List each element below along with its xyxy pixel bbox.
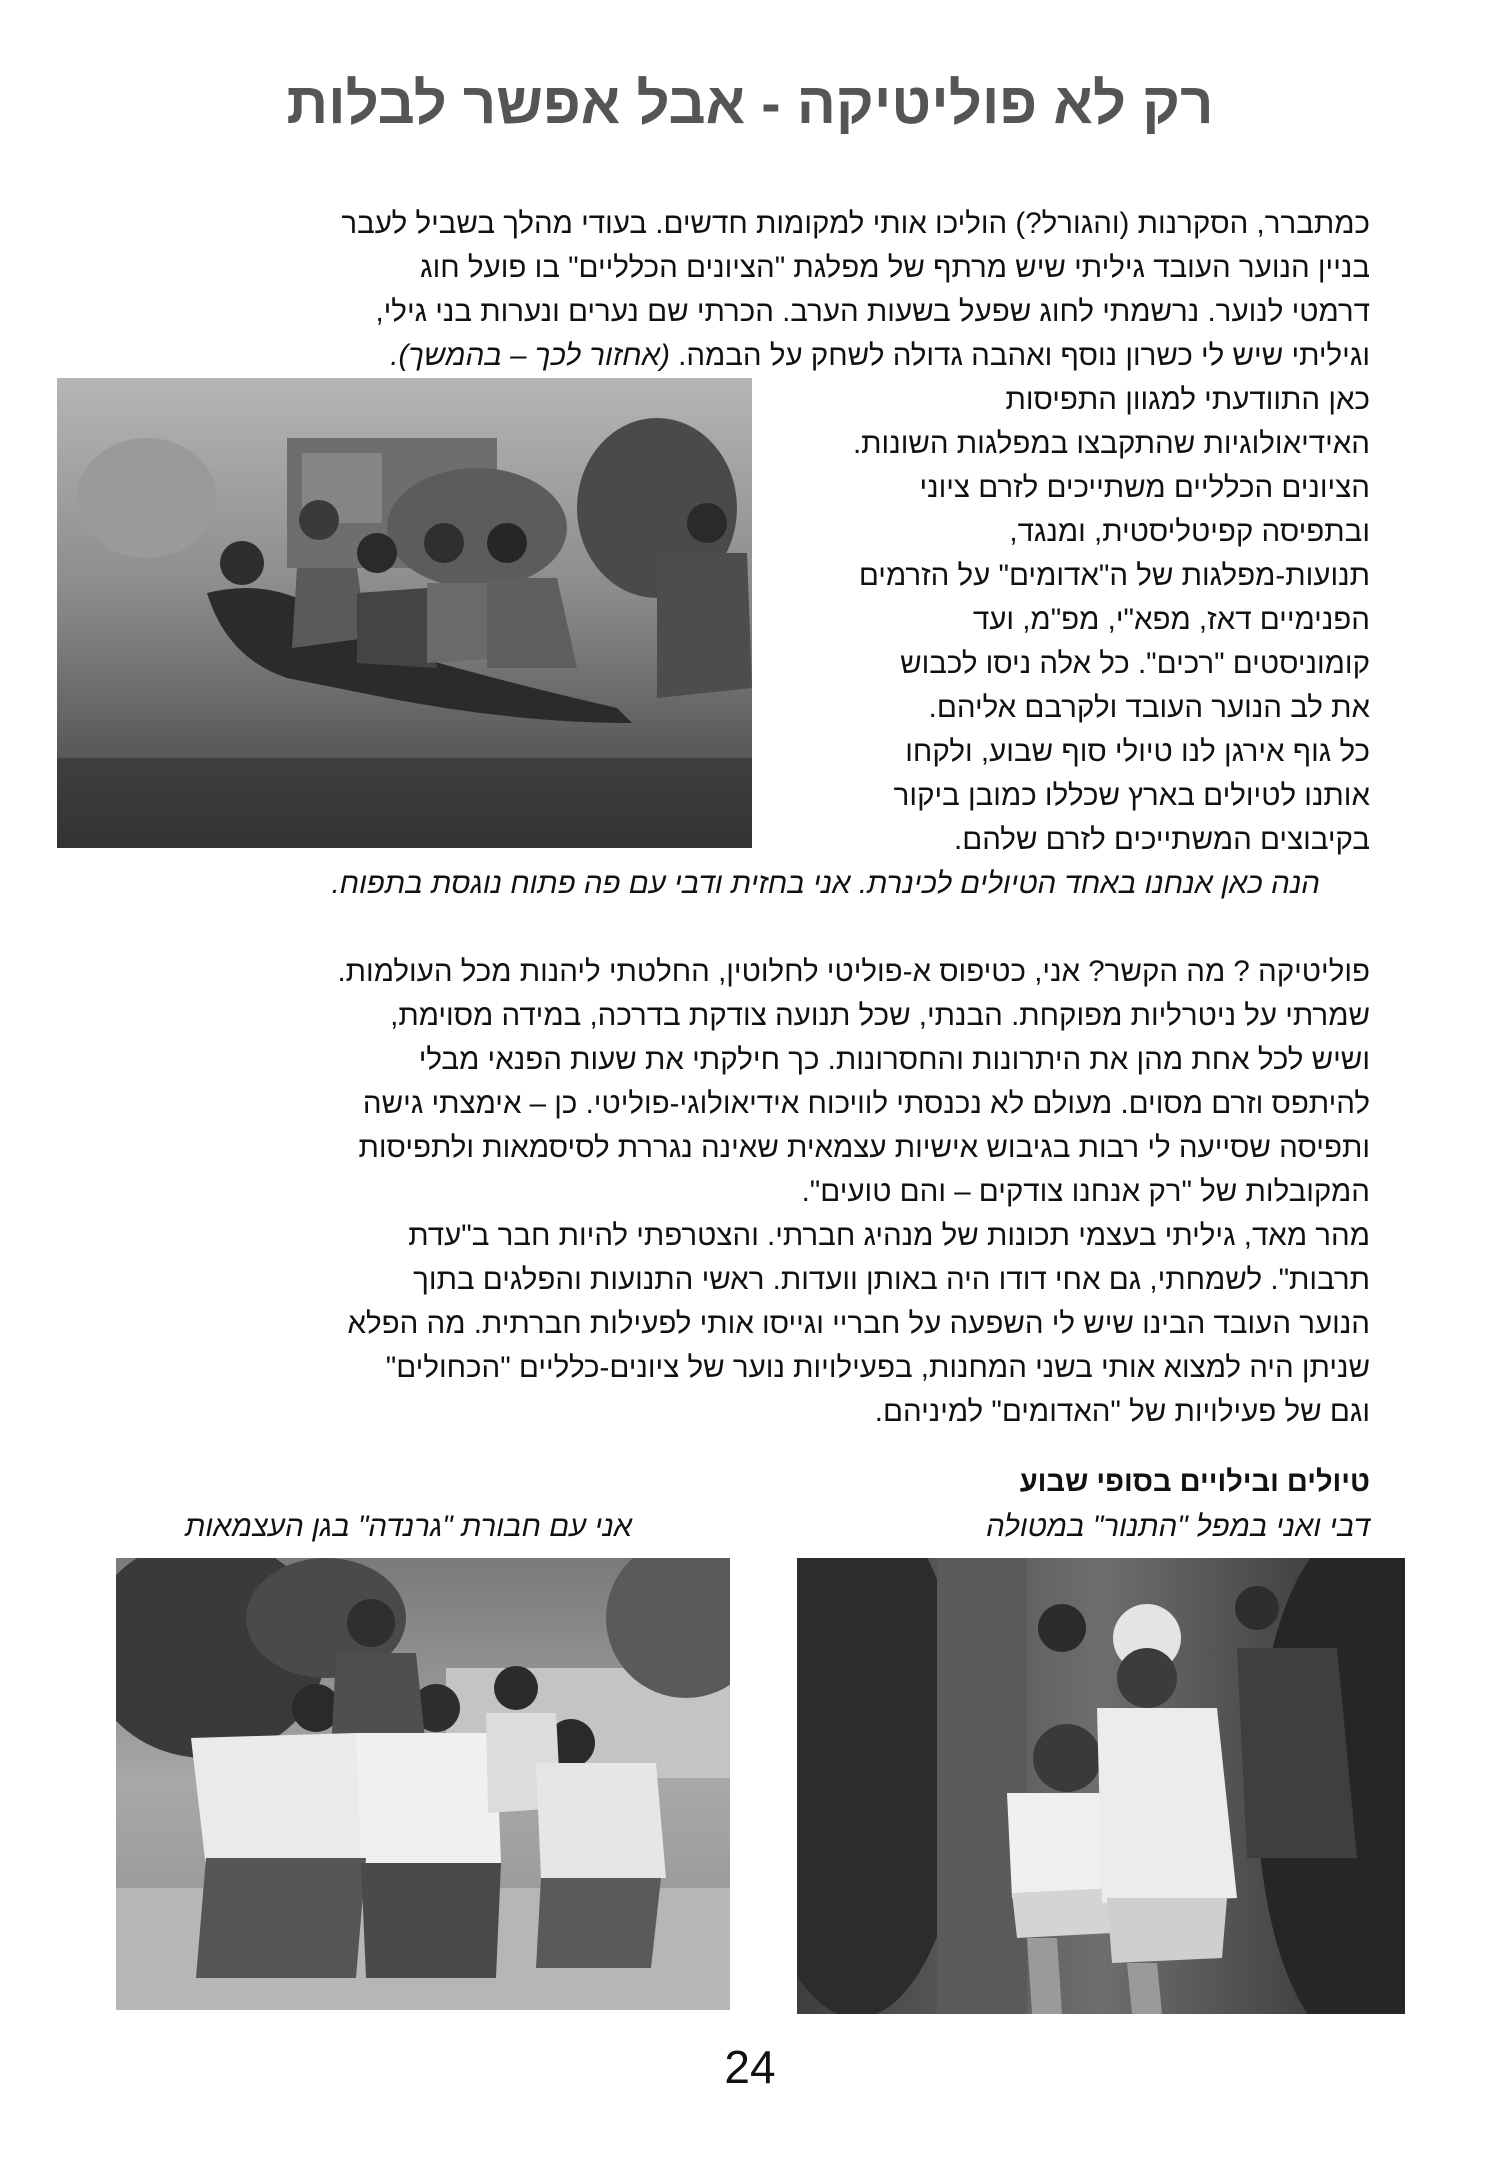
- photo-kinneret-trip: [57, 378, 752, 848]
- page-title: רק לא פוליטיקה - אבל אפשר לבלות: [286, 71, 1214, 136]
- text-line: כאן התוודעתי למגוון התפיסות: [1005, 383, 1370, 416]
- text-line: מהר מאד, גיליתי בעצמי תכונות של מנהיג חברתי. והצטרפתי להיות חבר ב"עדת: [408, 1219, 1370, 1252]
- text-line: שניתן היה למצוא אותי בשני המחנות, בפעילויות נוער של ציונים-כלליים "הכחולים": [385, 1351, 1370, 1384]
- text-line-main: וגיליתי שיש לי כשרון נוסף ואהבה גדולה לשחק על הבמה.: [669, 339, 1370, 372]
- intro-paragraph: [130, 202, 1370, 378]
- photo-caption-kinneret: הנה כאן אנחנו באחד הטיולים לכינרת. אני בחזית ודבי עם פה פתוח נוגסת בתפוח.: [331, 867, 1320, 900]
- text-line: אותנו לטיולים בארץ שכללו כמובן ביקור: [893, 779, 1370, 812]
- photo-kinneret-trip-image: [57, 378, 752, 848]
- text-line: הנוער העובד הבינו שיש לי השפעה על חבריי וגייסו אותי לפעילות חברתית. מה הפלא: [347, 1307, 1370, 1340]
- text-line: ותפיסה שסייעה לי רבות בגיבוש אישיות עצמאית שאינה נגררת לסיסמאות ולתפיסות: [358, 1131, 1370, 1164]
- section-heading: טיולים ובילויים בסופי שבוע: [1019, 1466, 1370, 1498]
- beside-photo-paragraph: [810, 378, 1370, 862]
- text-line: הציונים הכלליים משתייכים לזרם ציוני: [919, 471, 1370, 504]
- text-line: ובתפיסה קפיטליסטית, ומנגד,: [1009, 515, 1370, 548]
- text-line: להיתפס וזרם מסוים. מעולם לא נכנסתי לוויכוח אידיאולוגי-פוליטי. כן – אימצתי גישה: [362, 1087, 1370, 1120]
- text-line: תרבות". לשמחתי, גם אחי דודו היה באותן וועדות. ראשי התנועות והפלגים בתוך: [413, 1263, 1370, 1296]
- text-line: בניין הנוער העובד גיליתי שיש מרתף של מפלגת "הציונים הכלליים" בו פועל חוג: [420, 251, 1370, 284]
- text-line: בקיבוצים המשתייכים לזרם שלהם.: [954, 823, 1370, 856]
- text-line: שמרתי על ניטרליות מפוקחת. הבנתי, שכל תנועה צודקת בדרכה, במידה מסוימת,: [390, 999, 1370, 1032]
- page-number: 24: [724, 2041, 776, 2093]
- text-line: את לב הנוער העובד ולקרבם אליהם.: [928, 691, 1370, 724]
- text-line: המקובלות של "רק אנחנו צודקים – והם טועים".: [801, 1175, 1370, 1208]
- text-line: ושיש לכל אחת מהן את היתרונות והחסרונות. כך חילקתי את שעות הפנאי מבלי: [418, 1043, 1370, 1076]
- photo-caption-granada: אני עם חבורת "גרנדה" בגן העצמאות: [185, 1510, 633, 1543]
- photo-caption-metula: דבי ואני במפל "התנור" במטולה: [986, 1510, 1370, 1543]
- photo-metula-waterfall: [797, 1558, 1405, 2014]
- photo-granada-group-image: [116, 1558, 730, 2010]
- text-line: הפנימיים דאז, מפא"י, מפ"מ, ועד: [972, 603, 1370, 636]
- text-line: [130, 334, 1370, 378]
- text-line-aside: (אחזור לכך – בהמשך).: [390, 339, 670, 372]
- text-line: קומוניסטים "רכים". כל אלה ניסו לכבוש: [900, 647, 1370, 680]
- text-line: האידיאולוגיות שהתקבצו במפלגות השונות.: [852, 427, 1370, 460]
- photo-granada-group: [116, 1558, 730, 2010]
- text-line: כל גוף אירגן לנו טיולי סוף שבוע, ולקחו: [905, 735, 1370, 768]
- text-line: דרמטי לנוער. נרשמתי לחוג שפעל בשעות הערב. הכרתי שם נערים ונערות בני גילי,: [375, 295, 1370, 328]
- text-line: תנועות-מפלגות של ה"אדומים" על הזרמים: [858, 559, 1370, 592]
- text-line: פוליטיקה ? מה הקשר? אני, כטיפוס א-פוליטי לחלוטין, החלטתי ליהנות מכל העולמות.: [337, 955, 1370, 988]
- politics-paragraph: [130, 950, 1370, 1434]
- text-line: כמתברר, הסקרנות (והגורל?) הוליכו אותי למקומות חדשים. בעודי מהלך בשביל לעבר: [341, 207, 1370, 240]
- photo-metula-waterfall-image: [797, 1558, 1405, 2014]
- text-line: וגם של פעילויות של "האדומים" למיניהם.: [874, 1395, 1370, 1428]
